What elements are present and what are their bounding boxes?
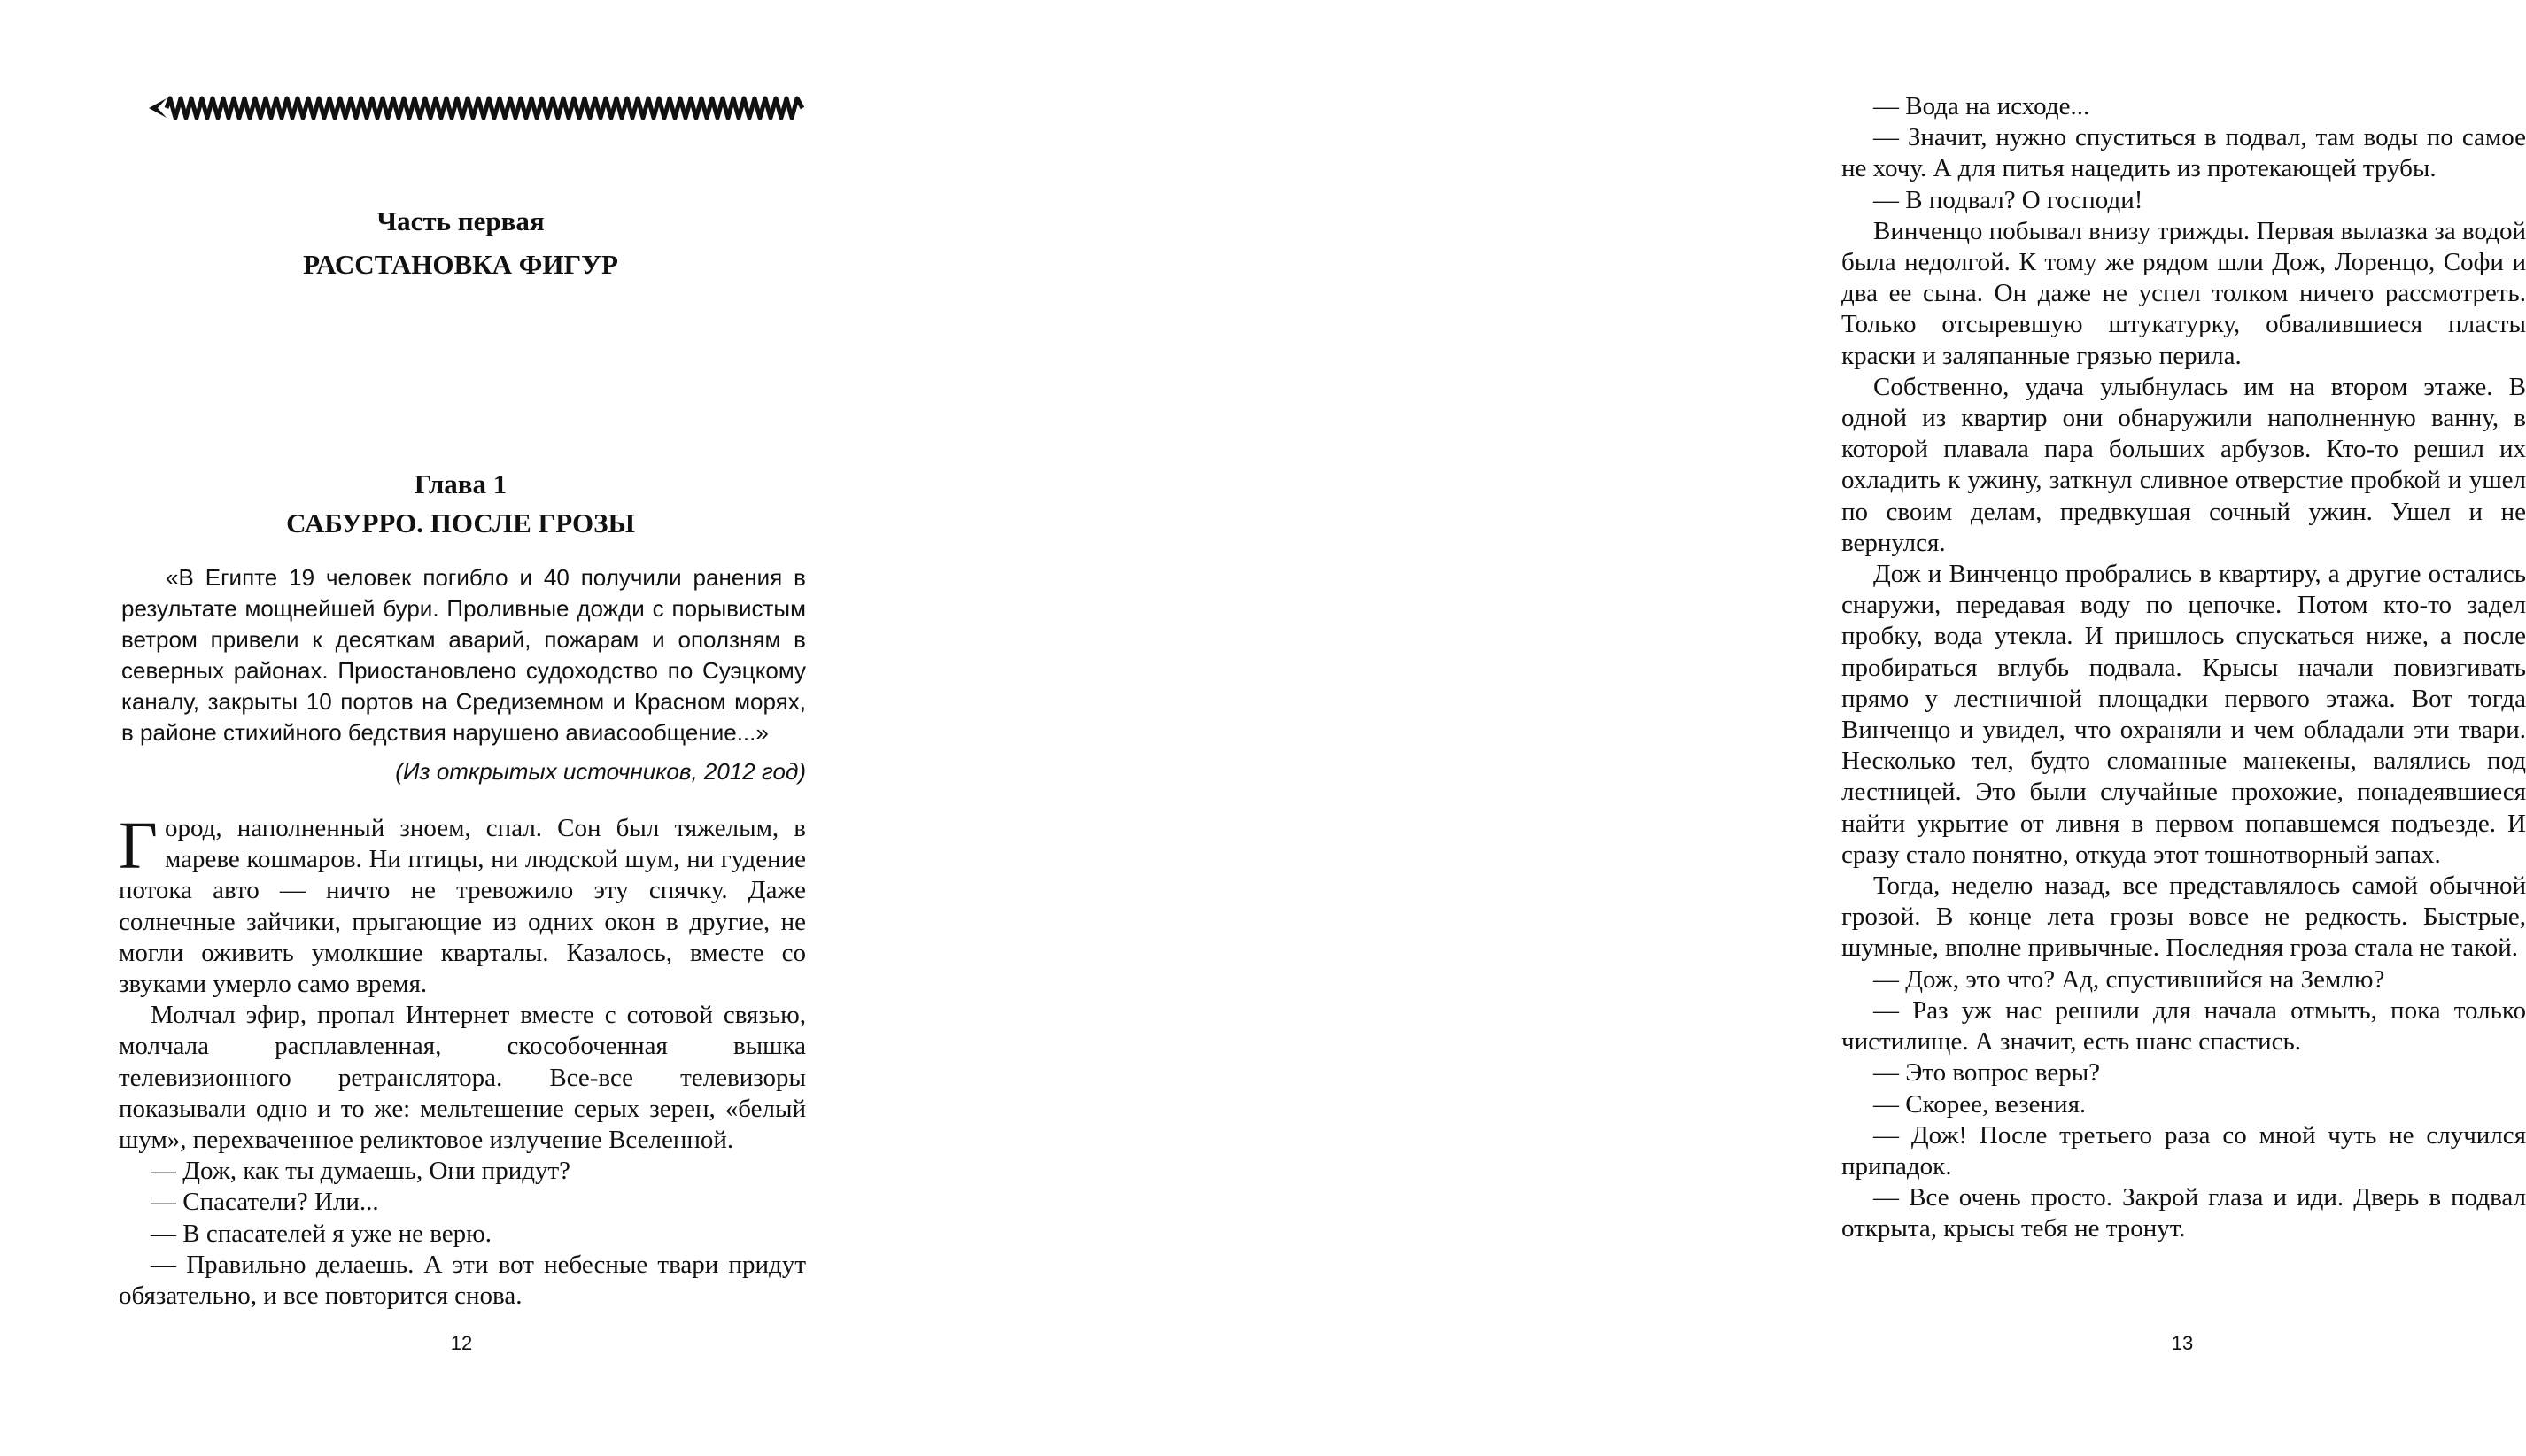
drop-cap: Г (119, 809, 158, 883)
paragraph (119, 809, 806, 1000)
page-number: 12 (450, 1332, 473, 1354)
dialogue-line: — Все очень просто. Закрой глаза и иди. Дверь в подвал открыта, крысы тебя не тронут. (1841, 1183, 2526, 1243)
dialogue-line: — В подвал? О господи! (1873, 185, 2143, 214)
page-number: 13 (2171, 1332, 2194, 1354)
paragraph: Собственно, удача улыбнулась им на втором этаже. В одной из квартир они обнаружили наполненную ванну, в которой плавала пара больших арбузов. Кто-то решил их охладить к ужину, заткнул сливное отверстие пробкой и ушел по своим делам, предвкушая сочный ужин. Ушел и не вернулся. (1841, 372, 2526, 557)
paragraph-text: ород, наполненный зноем, спал. Сон был тяжелым, в мареве кошмаров. Ни птицы, ни людской шум, ни гудение потока авто — ничто не тревожило эту спячку. Даже солнечные зайчики, прыгающие из одних окон в другие, не могли оживить умолкшие кварталы. Казалось, вместе со звуками умерло само время. (119, 814, 806, 999)
right-page-body (1841, 91, 2526, 1245)
paragraph: Молчал эфир, пропал Интернет вместе с сотовой связью, молчала расплавленная, скособоченная вышка телевизионного ретранслятора. Все-все телевизоры показывали одно и то же: мельтешение серых зерен, «белый шум», перехваченное реликтовое излучение Вселенной. (119, 1001, 806, 1155)
dialogue-line: — Значит, нужно спуститься в подвал, там воды по самое не хочу. А для питья нацедить из протекающей трубы. (1841, 123, 2526, 183)
epigraph-source: (Из открытых источников, 2012 год) (395, 758, 806, 785)
chapter-name: САБУРРО. ПОСЛЕ ГРОЗЫ (286, 507, 635, 538)
chapter-title: Глава 1 (414, 469, 508, 500)
dialogue-line: — Вода на исходе... (1873, 92, 2090, 120)
dialogue-line: — Дож, как ты думаешь, Они придут? (151, 1157, 571, 1186)
epigraph-quote: «В Египте 19 человек погибло и 40 получили ранения в результате мощнейшей бури. Проливные дожди с порывистым ветром привели к десяткам аварий, пожарам и оползням в северных районах. Приостановлено судоходство по Суэцкому каналу, закрыты 10 портов на Средиземном и Красном морях, в районе стихийного бедствия нарушено авиасообщение...» (121, 564, 806, 746)
paragraph: Дож и Винченцо пробрались в квартиру, а другие остались снаружи, передавая воду по цепочке. Потом кто-то задел пробку, вода утекла. И пришлось спускаться ниже, а после пробираться вглубь подвала. Крысы начали повизгивать прямо у лестничной площадки первого этажа. Вот тогда Винченцо и увидел, что охраняли и чем обладали эти твари. Несколько тел, будто сломанные манекены, валялись под лестницей. Это были случайные прохожие, понадеявшиеся найти укрытие от ливня в первом попавшемся подъезде. И сразу стало понятно, откуда этот тошнотворный запах. (1841, 560, 2526, 869)
dialogue-line: — Скорее, везения. (1873, 1089, 2087, 1119)
dialogue-line: — Спасатели? Или... (151, 1188, 379, 1217)
chapter-ornament (115, 89, 806, 128)
part-title: Часть первая (376, 205, 545, 236)
dialogue-line: — Правильно делаешь. А эти вот небесные твари придут обязательно, и все повторится снова. (119, 1250, 806, 1311)
part-name: РАССТАНОВКА ФИГУР (303, 249, 618, 280)
right-page (879, 0, 2526, 1456)
paragraph: Винченцо побывал внизу трижды. Первая вылазка за водой была недолгой. К тому же рядом шли Дож, Лоренцо, Софи и два ее сына. Он даже не успел толком ничего рассмотреть. Только отсыревшую штукатурку, обвалившиеся пласты краски и заляпанные грязью перила. (1841, 216, 2526, 370)
paragraph: Тогда, неделю назад, все представлялось самой обычной грозой. В конце лета грозы вовсе не редкость. Быстрые, шумные, вполне привычные. Последняя гроза стала не такой. (1841, 871, 2526, 963)
dialogue-line: — Раз уж нас решили для начала отмыть, пока только чистилище. А значит, есть шанс спастись. (1841, 995, 2526, 1057)
dialogue-line: — Дож, это что? Ад, спустившийся на Землю? (1873, 964, 2385, 994)
dialogue-line: — Это вопрос веры? (1873, 1058, 2101, 1088)
left-page-body (119, 809, 806, 1312)
dialogue-line: — В спасателей я уже не верю. (151, 1219, 492, 1248)
left-page (0, 0, 878, 1456)
dialogue-line: — Дож! После третьего раза со мной чуть не случился припадок. (1841, 1120, 2526, 1181)
